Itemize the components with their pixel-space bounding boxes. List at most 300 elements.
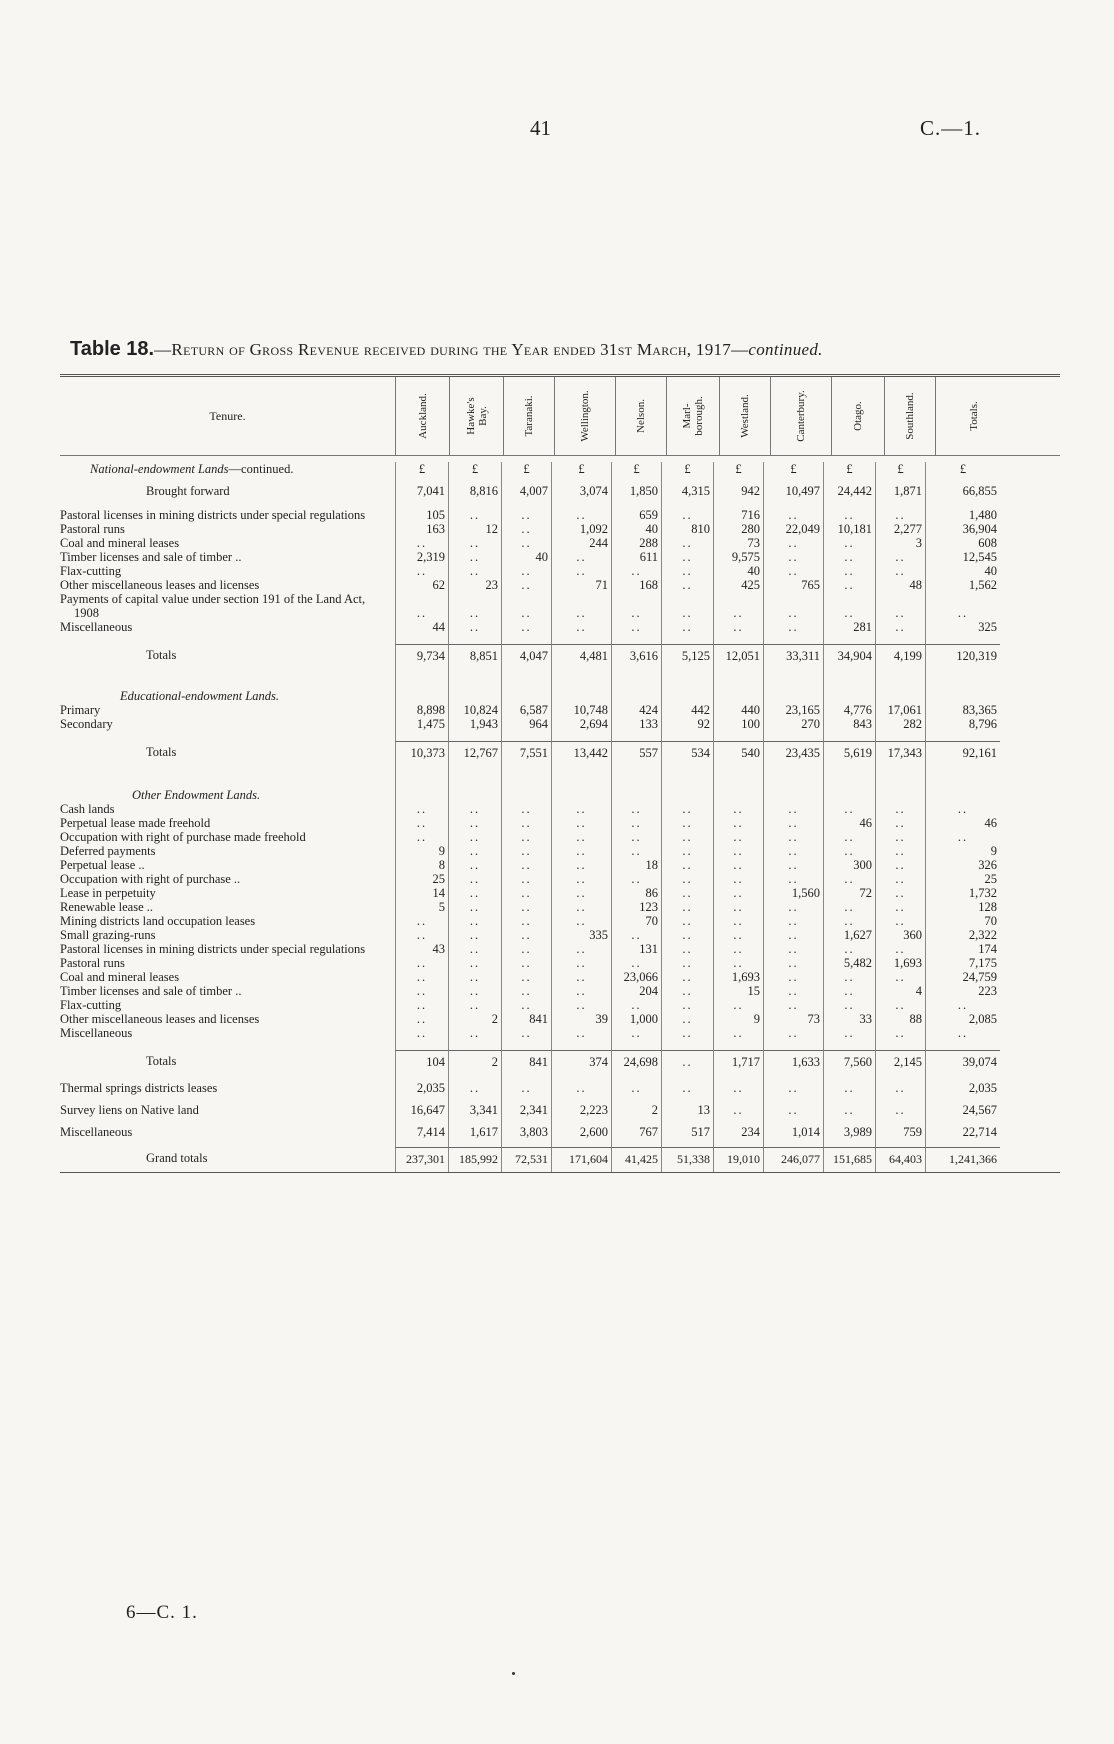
table-cell: .. [823,564,875,578]
row-label [60,802,395,816]
table-cell: .. [448,956,501,970]
table-cell: 12,545 [925,550,1000,564]
table-cell: .. [823,578,875,592]
row-label-text: National-endowment Lands [90,462,229,476]
table-cell: 1,000 [611,1012,661,1026]
table-title [70,338,1070,361]
row-label-text: Totals [146,1054,177,1068]
table-number: Table 18. [70,338,155,360]
table-cell: .. [551,592,611,620]
table-cell: .. [501,942,551,956]
table-cell: £ [501,462,551,476]
table-cell: .. [395,914,448,928]
table-row [60,550,1060,564]
table-cell: 22,049 [763,522,823,536]
table-cell: 534 [661,741,713,764]
table-cell: 716 [713,508,763,522]
table-cell: .. [875,564,925,578]
table-cell: £ [823,462,875,476]
row-label-text: Miscellaneous [60,620,133,634]
table-cell: .. [823,844,875,858]
column-header-label: Wellington. [579,390,591,442]
table-cell: .. [501,620,551,634]
table-cell: 8,796 [925,717,1000,731]
row-label [60,717,395,731]
table-cell: .. [823,942,875,956]
table-cell: .. [501,508,551,522]
table-cell: 3,989 [823,1125,875,1139]
row-label [60,984,395,998]
table-cell: 92 [661,717,713,731]
table-cell: .. [611,1081,661,1095]
table-cell: .. [448,970,501,984]
table-cell: .. [395,928,448,942]
table-cell: 2,035 [925,1081,1000,1095]
table-cell: .. [713,942,763,956]
table-cell: 3,074 [551,484,611,498]
table-cell: .. [823,1081,875,1095]
table-cell: £ [763,462,823,476]
table-cell: .. [551,872,611,886]
table-cell: 86 [611,886,661,900]
table-cell: .. [713,956,763,970]
table-cell: .. [763,536,823,550]
table-cell: 36,904 [925,522,1000,536]
table-cell: .. [661,886,713,900]
table-cell: .. [763,872,823,886]
table-cell: .. [875,1026,925,1040]
row-label-text: Flax-cutting [60,998,122,1012]
table-cell: .. [875,508,925,522]
table-cell [713,788,763,802]
table-cell: 8,898 [395,703,448,717]
table-row [60,1012,1060,1026]
table-cell: .. [713,998,763,1012]
table-row [60,942,1060,956]
table-cell: 163 [395,522,448,536]
table-cell: 7,175 [925,956,1000,970]
row-label [60,522,395,536]
table-cell: 40 [713,564,763,578]
table-cell: 24,698 [611,1050,661,1073]
table-cell: .. [611,816,661,830]
table-cell: .. [661,508,713,522]
table-cell: .. [448,844,501,858]
table-cell: .. [661,802,713,816]
table-cell: .. [448,886,501,900]
table-cell: .. [661,578,713,592]
table-cell: 2,322 [925,928,1000,942]
table-cell: .. [763,802,823,816]
row-label [60,942,395,956]
row-label [60,830,395,844]
table-row [60,998,1060,1012]
table-cell: 223 [925,984,1000,998]
table-cell: .. [395,536,448,550]
table-cell: .. [501,928,551,942]
row-label-text: Occupation with right of purchase .. [60,872,241,886]
table-cell: .. [763,592,823,620]
row-label-text: Pastoral licenses in mining districts under special regulations [60,508,366,522]
table-cell: 1,562 [925,578,1000,592]
table-cell: .. [448,564,501,578]
table-cell: 1,617 [448,1125,501,1139]
table-cell: .. [611,564,661,578]
row-label-text: Renewable lease .. [60,900,154,914]
table-cell: .. [875,872,925,886]
row-label-text: Cash lands [60,802,115,816]
table-cell: .. [713,592,763,620]
table-cell: 5,619 [823,741,875,764]
table-cell: 34,904 [823,644,875,667]
table-cell: .. [823,900,875,914]
table-cell: 10,497 [763,484,823,498]
table-row [60,592,1060,620]
table-cell: 48 [875,578,925,592]
table-row [60,1026,1060,1040]
table-cell: 2,223 [551,1103,611,1117]
table-cell: 1,241,366 [925,1147,1000,1172]
table-cell: .. [925,998,1000,1012]
table-cell: 246,077 [763,1147,823,1172]
table-cell [448,689,501,703]
table-cell: 33 [823,1012,875,1026]
table-cell: 7,560 [823,1050,875,1073]
table-cell: .. [661,914,713,928]
table-cell: .. [611,620,661,634]
table-cell: 40 [501,550,551,564]
table-cell: .. [823,970,875,984]
table-cell: .. [551,998,611,1012]
table-cell: 23,066 [611,970,661,984]
table-row [60,872,1060,886]
table-cell: 185,992 [448,1147,501,1172]
table-cell: 1,693 [713,970,763,984]
revenue-table [60,374,1060,1173]
table-cell: .. [713,1103,763,1117]
row-label [60,816,395,830]
table-cell: 3,616 [611,644,661,667]
table-cell: 424 [611,703,661,717]
table-cell: 44 [395,620,448,634]
row-label-text: Perpetual lease made freehold [60,816,211,830]
table-cell: £ [395,462,448,476]
table-cell: 7,414 [395,1125,448,1139]
row-spacer [60,476,1060,484]
row-label [60,900,395,914]
row-spacer [60,1040,1060,1050]
table-cell: .. [925,1026,1000,1040]
table-row [60,984,1060,998]
table-row [60,536,1060,550]
table-cell: .. [448,592,501,620]
table-cell: .. [763,970,823,984]
table-cell: .. [875,942,925,956]
table-cell: 70 [925,914,1000,928]
row-label [60,1103,395,1117]
table-cell: .. [763,1103,823,1117]
grand-totals-row [60,1147,1060,1172]
table-cell: 66,855 [925,484,1000,498]
column-header-label: Auckland. [416,393,429,439]
table-cell: .. [551,984,611,998]
table-cell: 123 [611,900,661,914]
table-cell: .. [875,858,925,872]
table-cell [875,788,925,802]
table-cell: .. [763,816,823,830]
table-cell: .. [763,956,823,970]
table-cell: 23,165 [763,703,823,717]
row-label [60,970,395,984]
table-cell: 40 [925,564,1000,578]
row-label-text: Coal and mineral leases [60,536,180,550]
row-label [60,703,395,717]
table-cell: .. [661,998,713,1012]
table-cell: .. [395,802,448,816]
row-label-text: Miscellaneous [60,1125,133,1139]
table-cell: 2,341 [501,1103,551,1117]
table-cell: 282 [875,717,925,731]
table-cell: .. [611,592,661,620]
table-cell: 7,041 [395,484,448,498]
table-cell: 8 [395,858,448,872]
table-cell: 335 [551,928,611,942]
table-cell: .. [875,1103,925,1117]
table-cell: 12 [448,522,501,536]
table-cell: 425 [713,578,763,592]
table-cell: .. [661,872,713,886]
table-cell: 16,647 [395,1103,448,1117]
table-cell: 4,007 [501,484,551,498]
table-cell: 24,442 [823,484,875,498]
table-cell: 964 [501,717,551,731]
table-cell: .. [875,550,925,564]
table-cell: .. [661,592,713,620]
table-cell: .. [551,942,611,956]
table-cell: 270 [763,717,823,731]
table-cell: 40 [611,522,661,536]
row-label-text: Other miscellaneous leases and licenses [60,1012,260,1026]
table-row [60,816,1060,830]
table-cell: 4,776 [823,703,875,717]
row-label-text: Timber licenses and sale of timber .. [60,984,242,998]
table-cell: .. [823,550,875,564]
table-cell: 83,365 [925,703,1000,717]
table-cell: .. [763,1026,823,1040]
table-cell: 2,694 [551,717,611,731]
table-cell: .. [448,984,501,998]
table-cell: .. [661,970,713,984]
column-header [884,377,935,455]
table-cell: 22,714 [925,1125,1000,1139]
table-cell: 1,943 [448,717,501,731]
table-cell: 5,482 [823,956,875,970]
table-cell: .. [661,858,713,872]
summary-row [60,1081,1060,1095]
table-cell: .. [875,802,925,816]
page-number: 41 [530,116,551,140]
table-cell: .. [551,802,611,816]
table-cell: 14 [395,886,448,900]
table-cell: 2,277 [875,522,925,536]
column-header-label: Westland. [739,394,751,438]
table-cell [823,689,875,703]
table-cell [448,788,501,802]
table-cell: .. [875,844,925,858]
table-cell: 2 [611,1103,661,1117]
table-cell [501,689,551,703]
column-header-label: Nelson. [635,399,647,433]
table-cell: .. [661,830,713,844]
row-label-text: Educational-endowment Lands. [120,689,280,703]
row-label [60,536,395,550]
row-label [60,578,395,592]
table-cell: 442 [661,703,713,717]
row-spacer [60,1139,1060,1147]
table-cell: .. [763,942,823,956]
table-cell: .. [661,550,713,564]
table-cell: .. [395,592,448,620]
table-cell: 2,319 [395,550,448,564]
table-cell: .. [925,830,1000,844]
table-cell [611,689,661,703]
column-header [719,377,770,455]
row-label [60,858,395,872]
table-cell: .. [713,928,763,942]
table-cell: .. [713,886,763,900]
table-cell: .. [875,900,925,914]
table-cell: .. [501,914,551,928]
column-header [554,377,615,455]
table-cell: .. [395,830,448,844]
table-cell: .. [763,830,823,844]
table-cell: .. [551,830,611,844]
table-cell: .. [501,970,551,984]
table-cell: .. [501,872,551,886]
table-cell: 39,074 [925,1050,1000,1073]
table-cell: .. [763,844,823,858]
table-cell: .. [823,998,875,1012]
table-cell: 2,145 [875,1050,925,1073]
table-header [60,377,1060,456]
table-cell: 1,717 [713,1050,763,1073]
table-cell: 7,551 [501,741,551,764]
table-cell: 4,315 [661,484,713,498]
table-cell: 659 [611,508,661,522]
row-label-text: Pastoral licenses in mining districts under special regulations [60,942,366,956]
row-label-text: Other miscellaneous leases and licenses [60,578,260,592]
table-cell: .. [448,914,501,928]
row-label [60,886,395,900]
table-cell: .. [875,998,925,1012]
table-cell: .. [713,1026,763,1040]
table-cell: 88 [875,1012,925,1026]
table-cell: 92,161 [925,741,1000,764]
row-label-text: Deferred payments [60,844,156,858]
table-row [60,928,1060,942]
table-cell: .. [551,564,611,578]
table-cell [925,788,1000,802]
table-cell: .. [551,886,611,900]
table-cell: .. [551,914,611,928]
table-cell: 12,051 [713,644,763,667]
table-cell: .. [661,928,713,942]
table-cell: .. [448,550,501,564]
totals-row [60,741,1060,764]
table-cell: 281 [823,620,875,634]
table-cell: 174 [925,942,1000,956]
table-cell: .. [611,1026,661,1040]
table-cell: 62 [395,578,448,592]
table-cell: .. [823,984,875,998]
table-cell: 46 [823,816,875,830]
table-row [60,844,1060,858]
row-label-text: Secondary [60,717,113,731]
table-cell [875,689,925,703]
row-spacer [60,1073,1060,1081]
table-cell: 759 [875,1125,925,1139]
row-label [60,1125,395,1139]
table-cell: 51,338 [661,1147,713,1172]
table-cell: .. [713,872,763,886]
column-header-label: Taranaki. [523,395,535,437]
table-cell: 611 [611,550,661,564]
table-cell: .. [875,1081,925,1095]
table-cell: .. [501,886,551,900]
row-label [60,956,395,970]
table-cell: .. [925,802,1000,816]
table-cell: 15 [713,984,763,998]
table-cell: 280 [713,522,763,536]
table-row [60,900,1060,914]
row-spacer [60,764,1060,788]
row-label [60,564,395,578]
totals-row [60,1050,1060,1073]
table-cell: .. [501,900,551,914]
table-cell: .. [501,592,551,620]
table-cell: 33,311 [763,644,823,667]
row-label-text: Brought forward [146,484,230,498]
table-cell: 10,373 [395,741,448,764]
row-label [60,741,395,764]
table-cell: .. [661,564,713,578]
table-cell: .. [395,970,448,984]
table-cell: 1,732 [925,886,1000,900]
table-cell: 25 [395,872,448,886]
table-cell: £ [551,462,611,476]
table-cell: 171,604 [551,1147,611,1172]
table-body [60,456,1060,1172]
table-cell: .. [501,998,551,1012]
table-cell: .. [763,1081,823,1095]
row-spacer [60,1117,1060,1125]
table-cell: .. [661,1026,713,1040]
table-cell: .. [823,592,875,620]
table-cell: 8,816 [448,484,501,498]
table-cell: £ [611,462,661,476]
row-label [60,462,395,476]
table-cell: .. [551,620,611,634]
table-cell [611,788,661,802]
table-cell: .. [823,536,875,550]
row-label-text: Primary [60,703,101,717]
table-cell: 41,425 [611,1147,661,1172]
column-header [449,377,503,455]
table-cell: 9 [713,1012,763,1026]
table-title-continued: continued. [748,340,823,359]
table-cell [661,689,713,703]
row-spacer [60,1095,1060,1103]
